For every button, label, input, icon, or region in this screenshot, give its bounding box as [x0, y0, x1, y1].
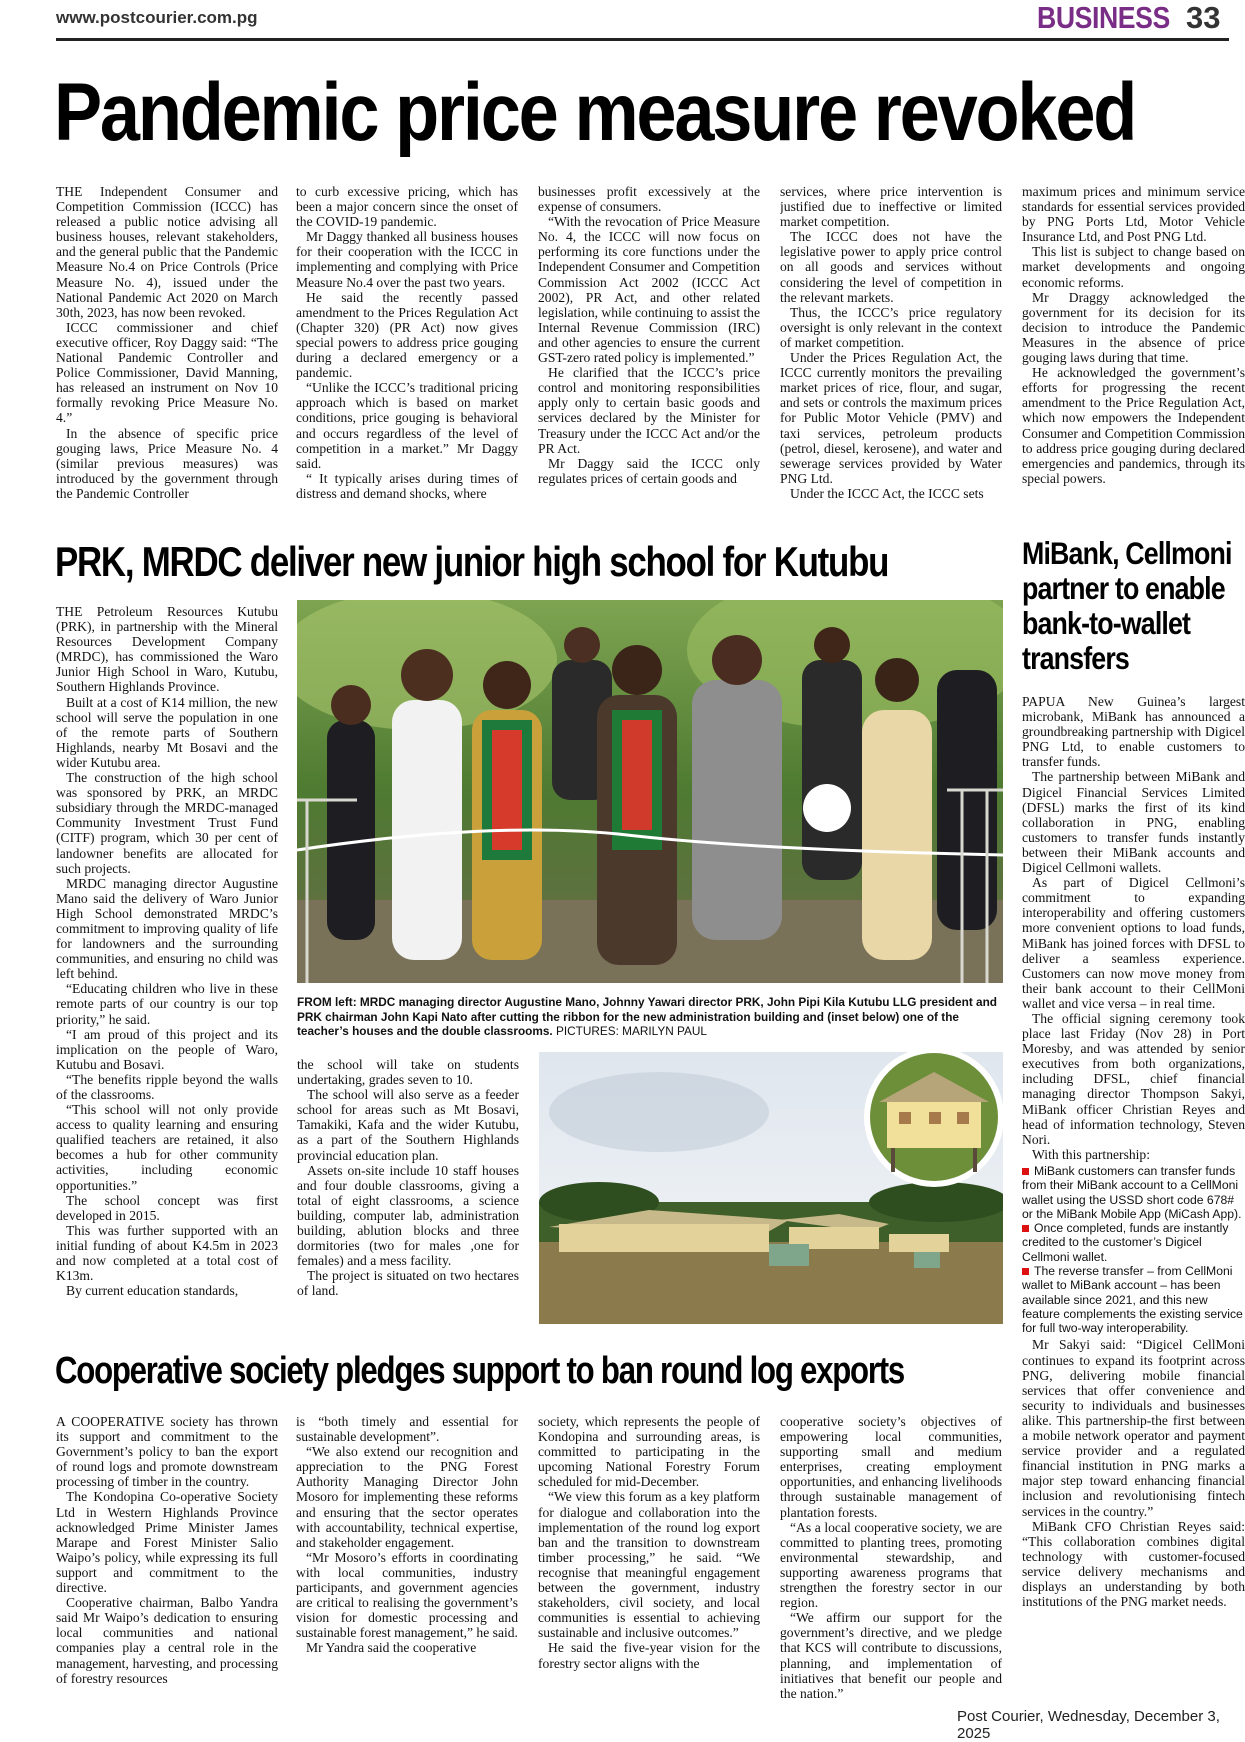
paragraph: Under the ICCC Act, the ICCC sets [790, 485, 984, 501]
paragraph: Mr Sakyi said: “Digicel CellMoni continues to expand its footprint across PNG, delivering mobile financial services that offer convenience and security to individuals and businesses alike. This partnership-the first between a mobile network operator and payment service provider and a regulated financial institution in PNG marks a major step toward enhancing financial inclusion and revolutionising fintech services in the country.” [1022, 1337, 1245, 1519]
paragraph: services, where price intervention is justified due to ineffective or limited market competition. [780, 184, 1002, 230]
paragraph: society, which represents the people of Kondopina and surrounding areas, is committed to participating in the upcoming National Forestry Forum scheduled for mid-December. [538, 1414, 760, 1490]
paragraph: “Educating children who live in these remote parts of our country is our top priority,” he said. [56, 981, 278, 1027]
paragraph: “With the revocation of Price Measure No. 4, the ICCC will now focus on performing its core functions under the Independent Consumer and Competition Commission Act 2002 (ICCC Act 2002), PR Act, and other related legislation, while continuing to assist the Internal Revenue Commission (IRC) and other agencies to ensure the current GST-zero rated policy is implemented.” [538, 214, 760, 366]
article1-column-4 [780, 184, 1002, 514]
ribbon-cutting-photo [297, 600, 1003, 983]
article1-column-5 [1022, 184, 1245, 514]
article4-column-4 [780, 1414, 1002, 1704]
paragraph: businesses profit excessively at the expense of consumers. [538, 184, 760, 215]
paragraph: cooperative society’s objectives of empowering local communities, supporting small and medium enterprises, creating employment opportunities, and enhancing livelihoods through sustainable management of plantation forests. [780, 1414, 1002, 1520]
paragraph: A COOPERATIVE society has thrown its support and commitment to the Government’s policy to ban the export of round logs and promote downstream processing of timber in the country. [56, 1414, 278, 1490]
article2-column-2 [297, 1057, 519, 1327]
paragraph: This list is subject to change based on market developments and ongoing economic reforms. [1022, 244, 1245, 290]
article1-column-3 [538, 184, 760, 514]
ribbon-cutting-illustration [297, 600, 1003, 983]
paragraph: He said the recently passed amendment to the Prices Regulation Act (Chapter 320) (PR Act) now gives special powers to address price gouging during a declared emergency or a pandemic. [296, 289, 518, 381]
paragraph: The construction of the high school was sponsored by PRK, an MRDC subsidiary through the MRDC-managed Community Investment Trust Fund (CITF) program, which 30 per cent of landowner benefits are allocated for such projects. [56, 770, 278, 876]
paragraph: maximum prices and minimum service standards for essential services provided by PNG Ports Ltd, Motor Vehicle Insurance Ltd, and Post PNG Ltd. [1022, 184, 1245, 245]
paragraph: The project is situated on two hectares of land. [297, 1268, 519, 1299]
paragraph: He clarified that the ICCC’s price control and monitoring responsibilities apply only to certain basic goods and services declared by the Minister for Treasury under the ICCC Act and/or the PR Act. [538, 365, 760, 456]
paragraph: Mr Yandra said the cooperative [306, 1640, 477, 1656]
paragraph: “As a local cooperative society, we are committed to planting trees, promoting environmental stewardship, and supporting awareness programs that strengthen the forestry sector in our region. [780, 1519, 1002, 1611]
paragraph: This was further supported with an initial funding of about K4.5m in 2023 and now completed at a total cost of K13m. [56, 1222, 278, 1284]
article4-column-3 [538, 1414, 760, 1704]
paragraph: Built at a cost of K14 million, the new school will serve the population in one of the remote parts of Southern Highlands, nearby Mt Bosavi and the wider Kutubu area. [56, 694, 278, 770]
paragraph: The school concept was first developed in 2015. [56, 1192, 278, 1223]
header-rule [56, 38, 1229, 41]
bullet-item: Once completed, funds are instantly credited to the customer’s Digicel Cellmoni wallet. [1022, 1221, 1229, 1264]
paragraph: to curb excessive pricing, which has been a major concern since the onset of the COVID-19 pandemic. [296, 184, 518, 230]
article1-column-1 [56, 184, 278, 514]
paragraph: MRDC managing director Augustine Mano said the delivery of Waro Junior High School demonstrated MRDC’s commitment to improving quality of life for landowners and the surrounding communities, and ensuring no child was left behind. [56, 875, 278, 982]
paragraph: is “both timely and essential for sustainable development”. [296, 1414, 518, 1445]
red-square-icon [1022, 1225, 1029, 1232]
paragraph: “We also extend our recognition and appreciation to the PNG Forest Authority Managing Director John Mosoro for implementing these reforms and ensuring that the sector operates with accountability, technical expertise, and stakeholder engagement. [296, 1444, 518, 1550]
article3-headline: MiBank, Cellmoni partner to enable bank-to-wallet transfers [1022, 535, 1232, 676]
article2-headline: PRK, MRDC deliver new junior high school for Kutubu [55, 538, 889, 585]
paragraph: With this partnership: [1032, 1146, 1151, 1162]
paragraph: The partnership between MiBank and Digicel Financial Services Limited (DFSL) marks the first of its kind collaboration in PNG, enabling customers to transfer funds instantly between their MiBank accounts and Digicel Cellmoni wallets. [1022, 769, 1245, 876]
article4-column-1 [56, 1414, 278, 1704]
paragraph: MiBank CFO Christian Reyes said: “This collaboration combines digital technology with customer-focused service delivery mechanisms and displays an understanding by both institutions of the PNG market needs. [1022, 1518, 1245, 1610]
article1-column-2 [296, 184, 518, 514]
article4-column-2 [296, 1414, 518, 1704]
paragraph: The school will also serve as a feeder school for areas such as Mt Bosavi, Tamakiki, Kafa and the wider Kutubu, as a part of the Southern Highlands provincial education plan. [297, 1087, 519, 1163]
paragraph: THE Petroleum Resources Kutubu (PRK), in partnership with the Mineral Resources Development Company (MRDC), has commissioned the Waro Junior High School in Waro, Kutubu, Southern Highlands Province. [56, 604, 278, 695]
bullet-item: MiBank customers can transfer funds from their MiBank account to a CellMoni wallet using the USSD short code 678# or the MiBank Mobile App (MiCash App). [1022, 1163, 1242, 1221]
paragraph: “ It typically arises during times of distress and demand shocks, where [296, 470, 518, 501]
paragraph: “We affirm our support for the government’s directive, and we pledge that KCS will contribute to discussions, planning, and implementation of initiatives that benefit our people and the nation.” [780, 1610, 1002, 1701]
paragraph: In the absence of specific price gouging laws, Price Measure No. 4 (similar previous measures) was introduced by the government through the Pandemic Controller [56, 425, 278, 501]
bullet-item: The reverse transfer – from CellMoni wallet to MiBank account – has been available since 2021, and this new feature complements the existing service for full two-way interoperability. [1022, 1263, 1243, 1336]
paragraph: The Kondopina Co-operative Society Ltd in Western Highlands Province acknowledged Prime Minister James Marape and Forest Minister Salio Waipo’s policy, while expressing its full support and commitment to the directive. [56, 1489, 278, 1596]
red-square-icon [1022, 1168, 1029, 1175]
paragraph: He acknowledged the government’s efforts for progressing the recent amendment to the Price Regulation Act, which now empowers the Independent Consumer and Competition Commission to address price gouging during declared emergencies and pandemics, through its special powers. [1022, 365, 1245, 486]
paragraph: Mr Daggy said the ICCC only regulates prices of certain goods and [538, 455, 760, 486]
paragraph: Thus, the ICCC’s price regulatory oversight is only relevant in the context of market competition. [780, 304, 1002, 350]
bullet-list [1022, 1164, 1245, 1336]
paragraph: The official signing ceremony took place last Friday (Nov 28) in Port Moresby, and was attended by senior executives from both organizations, including DFSL, chief financial managing director Thompson Sakyi, MiBank officer Christian Reyes and head of information technology, Steven Nori. [1022, 1010, 1245, 1147]
red-square-icon [1022, 1268, 1029, 1275]
paragraph: He said the five-year vision for the forestry sector aligns with the [538, 1640, 760, 1671]
paragraph: Mr Draggy acknowledged the government for its decision for its decision to introduce the Pandemic Measures in the absence of price gouging laws during that time. [1022, 289, 1245, 366]
photo-credit: PICTURES: MARILYN PAUL [555, 1024, 707, 1038]
article2-column-1 [56, 604, 278, 1326]
paragraph: “Mr Mosoro’s efforts in coordinating with local communities, industry participants, and government agencies are critical to realising the government’s vision for domestic processing and sustainable forest management,” he said. [296, 1549, 518, 1641]
section-label: BUSINESS [1037, 0, 1170, 35]
paragraph: Under the Prices Regulation Act, the ICCC currently monitors the prevailing market prices of rice, flour, and sugar, and sets or controls the maximum prices for Public Motor Vehicle (PMV) and taxi services, petroleum products (petrol, diesel, kerosene), and water and sewerage services provided by Water PNG Ltd. [780, 350, 1002, 486]
website-url[interactable]: www.postcourier.com.pg [56, 8, 258, 27]
school-buildings-illustration [539, 1052, 1003, 1324]
paragraph: Assets on-site include 10 staff houses and four double classrooms, giving a total of eight classrooms, a science building, computer lab, administration building, ablution blocks and three dormitories (two for males ,one for females) and a mess facility. [297, 1162, 519, 1269]
photo-caption [297, 995, 1003, 1039]
paragraph: “We view this forum as a key platform for dialogue and collaboration into the implementation of the round log export ban and the transition to downstream timber processing,” he said. “We recognise that meaningful engagement between the government, industry stakeholders, civil society, and local communities is essential to achieving sustainable and inclusive outcomes.” [538, 1489, 760, 1641]
article4-headline: Cooperative society pledges support to ban round log exports [55, 1350, 905, 1392]
paragraph: Mr Daggy thanked all business houses for their cooperation with the ICCC in implementing and complying with Price Measure No.4 over the past two years. [296, 229, 518, 290]
paragraph: the school will take on students undertaking, grades seven to 10. [297, 1057, 519, 1088]
paragraph: “The benefits ripple beyond the walls of the classrooms. [56, 1071, 278, 1102]
paragraph: “I am proud of this project and its implication on the people of Waro, Kutubu and Bosavi. [56, 1026, 278, 1072]
paragraph: As part of Digicel Cellmoni’s commitment to expanding interoperability and offering customers more convenient options to load funds, MiBank has joined forces with DFSL to deliver a seamless experience. Customers can now move money from their bank account to their CellMoni wallet and vice versa – in real time. [1022, 875, 1245, 1011]
paragraph: PAPUA New Guinea’s largest microbank, MiBank has announced a groundbreaking partnership with Digicel PNG Ltd, to enable customers to transfer funds. [1022, 694, 1245, 770]
paragraph: “Unlike the ICCC’s traditional pricing approach which is based on market conditions, price gouging is behavioral and occurs regardless of the level of competition in a market.” Mr Daggy said. [296, 380, 518, 471]
page-number: 33 [1186, 0, 1221, 35]
paragraph: Cooperative chairman, Balbo Yandra said Mr Waipo’s dedication to ensuring local communities and national companies play a central role in the management, harvesting, and processing of forestry resources [56, 1595, 278, 1686]
article1-headline: Pandemic price measure revoked [54, 67, 1136, 158]
paragraph: THE Independent Consumer and Competition Commission (ICCC) has released a public notice advising all business houses, relevant stakeholders, and the general public that the Pandemic Measure No.4 on Price Controls (Price Measure No. 4), issued under the National Pandemic Act 2020 on March 30th, 2023, has now been revoked. [56, 184, 278, 320]
school-buildings-photo [539, 1052, 1003, 1324]
footer-dateline: Post Courier, Wednesday, December 3, 2025 [957, 1708, 1220, 1742]
paragraph: “This school will not only provide access to quality learning and ensuring qualified teachers are retained, it also becomes a hub for other community activities, including economic opportunities.” [56, 1102, 278, 1193]
article3-column [1022, 694, 1245, 1702]
paragraph: The ICCC does not have the legislative power to apply price control on all goods and services without considering the level of competition in the relevant markets. [780, 229, 1002, 305]
paragraph: ICCC commissioner and chief executive officer, Roy Daggy said: “The National Pandemic Controller and Police Commissioner, David Manning, has released an instrument on Nov 10 formally revoking Price Measure No. 4.” [56, 319, 278, 426]
paragraph: By current education standards, [66, 1283, 239, 1299]
caption-text: FROM left: MRDC managing director Augustine Mano, Johnny Yawari director PRK, John Pipi Kila Kutubu LLG president and PRK chairman John Kapi Nato after cutting the ribbon for the new administration building and (inset below) one of the teacher’s houses and the double classrooms. [297, 995, 997, 1038]
